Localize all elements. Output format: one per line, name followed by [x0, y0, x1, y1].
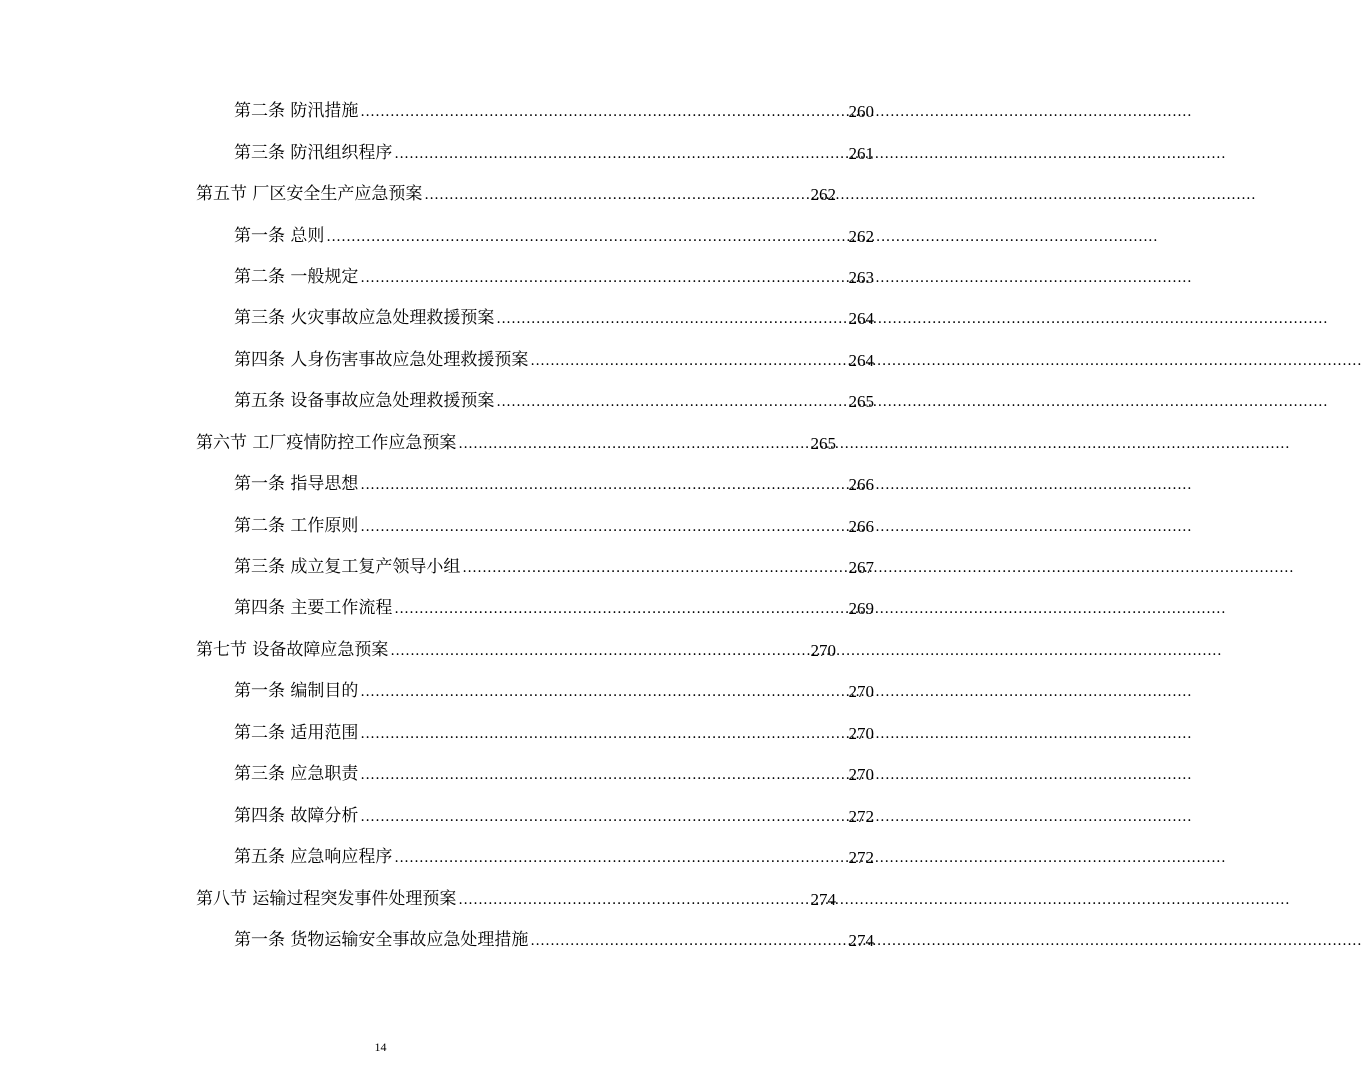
toc-article-entry[interactable]: [0, 837, 874, 878]
toc-article-entry[interactable]: [0, 920, 874, 961]
toc-entry-page: 267: [848, 558, 874, 578]
toc-article-entry[interactable]: [0, 215, 874, 256]
toc-dot-leader: [394, 600, 846, 617]
toc-entry-title: 第一条 编制目的: [234, 681, 359, 702]
toc-entry-title: 第四条 人身伤害事故应急处理救援预案: [234, 349, 529, 370]
page-number: 14: [374, 1040, 387, 1054]
toc-entry-page: 270: [848, 723, 874, 743]
toc-dot-leader: [360, 808, 846, 825]
toc-entry-page: 266: [848, 475, 874, 495]
toc-dot-leader: [530, 352, 846, 369]
toc-article-entry[interactable]: [0, 464, 874, 505]
toc-section-entry[interactable]: [0, 423, 836, 464]
toc-entry-page: 265: [810, 433, 836, 453]
toc-dot-leader: [458, 435, 808, 452]
toc-entry-page: 262: [810, 185, 836, 205]
toc-entry-page: 272: [848, 848, 874, 868]
toc-entry-page: 264: [848, 350, 874, 370]
toc-dot-leader: [462, 559, 846, 576]
toc-entry-page: 272: [848, 806, 874, 826]
toc-entry-title: 第五节 厂区安全生产应急预案: [196, 184, 423, 205]
toc-entry-page: 266: [848, 516, 874, 536]
toc-entry-page: 270: [810, 640, 836, 660]
toc-entry-title: 第三条 防汛组织程序: [234, 142, 393, 163]
toc-dot-leader: [360, 103, 846, 120]
toc-dot-leader: [496, 310, 846, 327]
toc-article-entry[interactable]: [0, 132, 874, 173]
toc-article-entry[interactable]: [0, 713, 874, 754]
toc-entry-title: 第五条 设备事故应急处理救援预案: [234, 391, 495, 412]
toc-entry-title: 第三条 成立复工复产领导小组: [234, 557, 461, 578]
toc-article-entry[interactable]: [0, 257, 874, 298]
toc-article-entry[interactable]: [0, 381, 874, 422]
toc-entry-title: 第二条 防汛措施: [234, 101, 359, 122]
toc-entry-title: 第五条 应急响应程序: [234, 847, 393, 868]
toc-dot-leader: [326, 228, 846, 245]
toc-dot-leader: [424, 186, 808, 203]
toc-entry-title: 第六节 工厂疫情防控工作应急预案: [196, 432, 457, 453]
toc-entry-page: 270: [848, 682, 874, 702]
toc-article-entry[interactable]: [0, 91, 874, 132]
toc-dot-leader: [394, 145, 846, 162]
toc-section-entry[interactable]: [0, 878, 836, 919]
toc-article-entry[interactable]: [0, 340, 874, 381]
toc-entry-title: 第三条 应急职责: [234, 764, 359, 785]
toc-dot-leader: [530, 932, 846, 949]
toc-dot-leader: [360, 476, 846, 493]
toc-entry-title: 第三条 火灾事故应急处理救援预案: [234, 308, 495, 329]
toc-entry-title: 第二条 适用范围: [234, 722, 359, 743]
toc-entry-title: 第四条 故障分析: [234, 805, 359, 826]
toc-article-entry[interactable]: [0, 671, 874, 712]
toc-entry-page: 260: [848, 102, 874, 122]
toc-dot-leader: [360, 725, 846, 742]
toc-entry-page: 264: [848, 309, 874, 329]
toc-article-entry[interactable]: [0, 588, 874, 629]
toc-article-entry[interactable]: [0, 298, 874, 339]
toc-entry-title: 第一条 总则: [234, 225, 325, 246]
toc-entry-title: 第一条 指导思想: [234, 474, 359, 495]
toc-entry-page: 274: [810, 889, 836, 909]
toc-entry-title: 第四条 主要工作流程: [234, 598, 393, 619]
toc-entry-page: 274: [848, 930, 874, 950]
toc-dot-leader: [360, 766, 846, 783]
toc-article-entry[interactable]: [0, 754, 874, 795]
toc-entry-page: 265: [848, 392, 874, 412]
toc-entry-page: 263: [848, 267, 874, 287]
toc-article-entry[interactable]: [0, 547, 874, 588]
toc-entry-page: 270: [848, 765, 874, 785]
toc-dot-leader: [360, 269, 846, 286]
toc-dot-leader: [394, 849, 846, 866]
toc-dot-leader: [496, 393, 846, 410]
table-of-contents: [0, 91, 874, 961]
toc-dot-leader: [458, 891, 808, 908]
toc-entry-page: 261: [848, 143, 874, 163]
toc-dot-leader: [390, 642, 808, 659]
toc-dot-leader: [360, 683, 846, 700]
toc-entry-title: 第七节 设备故障应急预案: [196, 639, 389, 660]
toc-entry-title: 第一条 货物运输安全事故应急处理措施: [234, 929, 529, 950]
toc-entry-page: 262: [848, 226, 874, 246]
toc-entry-page: 269: [848, 599, 874, 619]
toc-article-entry[interactable]: [0, 505, 874, 546]
toc-entry-title: 第二条 工作原则: [234, 515, 359, 536]
toc-article-entry[interactable]: [0, 795, 874, 836]
toc-entry-title: 第二条 一般规定: [234, 266, 359, 287]
toc-entry-title: 第八节 运输过程突发事件处理预案: [196, 888, 457, 909]
toc-section-entry[interactable]: [0, 630, 836, 671]
toc-section-entry[interactable]: [0, 174, 836, 215]
toc-dot-leader: [360, 518, 846, 535]
